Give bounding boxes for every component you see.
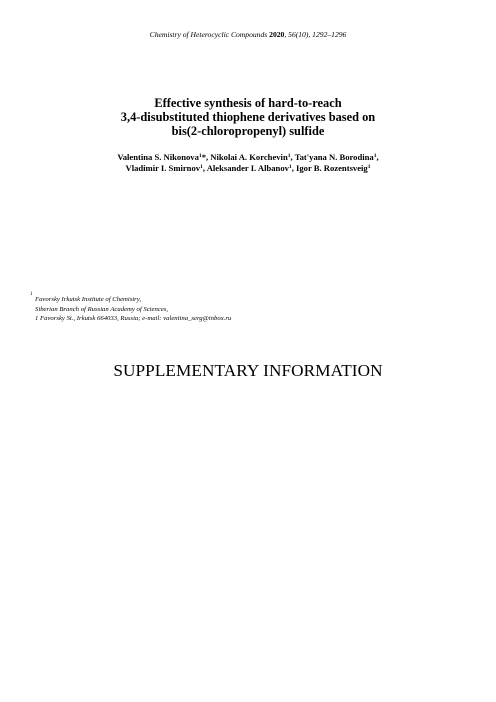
- affiliation-line-3: 1 Favorsky St., Irkutsk 664033, Russia; e-mail: valentina_serg@inbox.ru: [35, 315, 232, 323]
- author-separator: ,: [376, 152, 379, 162]
- paper-title: [60, 96, 436, 139]
- author-line-2: [40, 163, 456, 174]
- author-affiliation-sup: 1: [200, 164, 203, 171]
- author-affiliation-sup: 1: [287, 153, 291, 159]
- author-affiliation-sup: 1: [288, 164, 292, 171]
- corresponding-author-mark: *: [201, 152, 206, 162]
- author-name: Tat'yana N. Borodina: [294, 152, 374, 162]
- supplementary-heading: SUPPLEMENTARY INFORMATION: [113, 361, 383, 380]
- affiliation-line-2: Siberian Branch of Russian Academy of Sciences,: [35, 305, 169, 313]
- affiliation-block: 1 Favorsky Irkutsk Institute of Chemistry, Siberian Branch of Russian Academy of Sciences, 1 Favorsky St., Irkutsk 664033, Russia; e-mail: valentina_serg@inbox.ru: [30, 295, 330, 324]
- journal-year: 2020: [269, 30, 285, 39]
- author-line-1: [40, 152, 456, 163]
- author-separator: ,: [206, 152, 211, 162]
- affiliation-line-1: Favorsky Irkutsk Institute of Chemistry,: [35, 296, 142, 303]
- title-line-3: bis(2-chloropropenyl) sulfide: [171, 124, 325, 139]
- journal-volume-pages: , 56(10), 1292–1296: [284, 30, 347, 39]
- author-affiliation-sup: 1: [367, 164, 371, 171]
- title-line-1: Effective synthesis of hard-to-reach: [154, 96, 342, 110]
- journal-name: Chemistry of Heterocyclic Compounds: [149, 30, 268, 39]
- author-name: Nikolai A. Korchevin: [210, 152, 288, 162]
- author-separator: ,: [202, 163, 207, 174]
- author-name: Igor B. Rozentsveig: [296, 163, 368, 174]
- author-separator: ,: [291, 163, 297, 174]
- author-name: Aleksander I. Albanov: [206, 163, 289, 174]
- author-affiliation-sup: 1: [198, 153, 202, 159]
- author-separator: ,: [290, 152, 295, 162]
- author-list: [40, 152, 456, 174]
- journal-citation: [0, 30, 496, 39]
- author-name: Valentina S. Nikonova: [117, 152, 199, 162]
- author-affiliation-sup: 1: [373, 153, 377, 159]
- author-name: Vladimir I. Smirnov: [125, 163, 201, 174]
- title-line-2: 3,4-disubstituted thiophene derivatives based on: [120, 110, 376, 125]
